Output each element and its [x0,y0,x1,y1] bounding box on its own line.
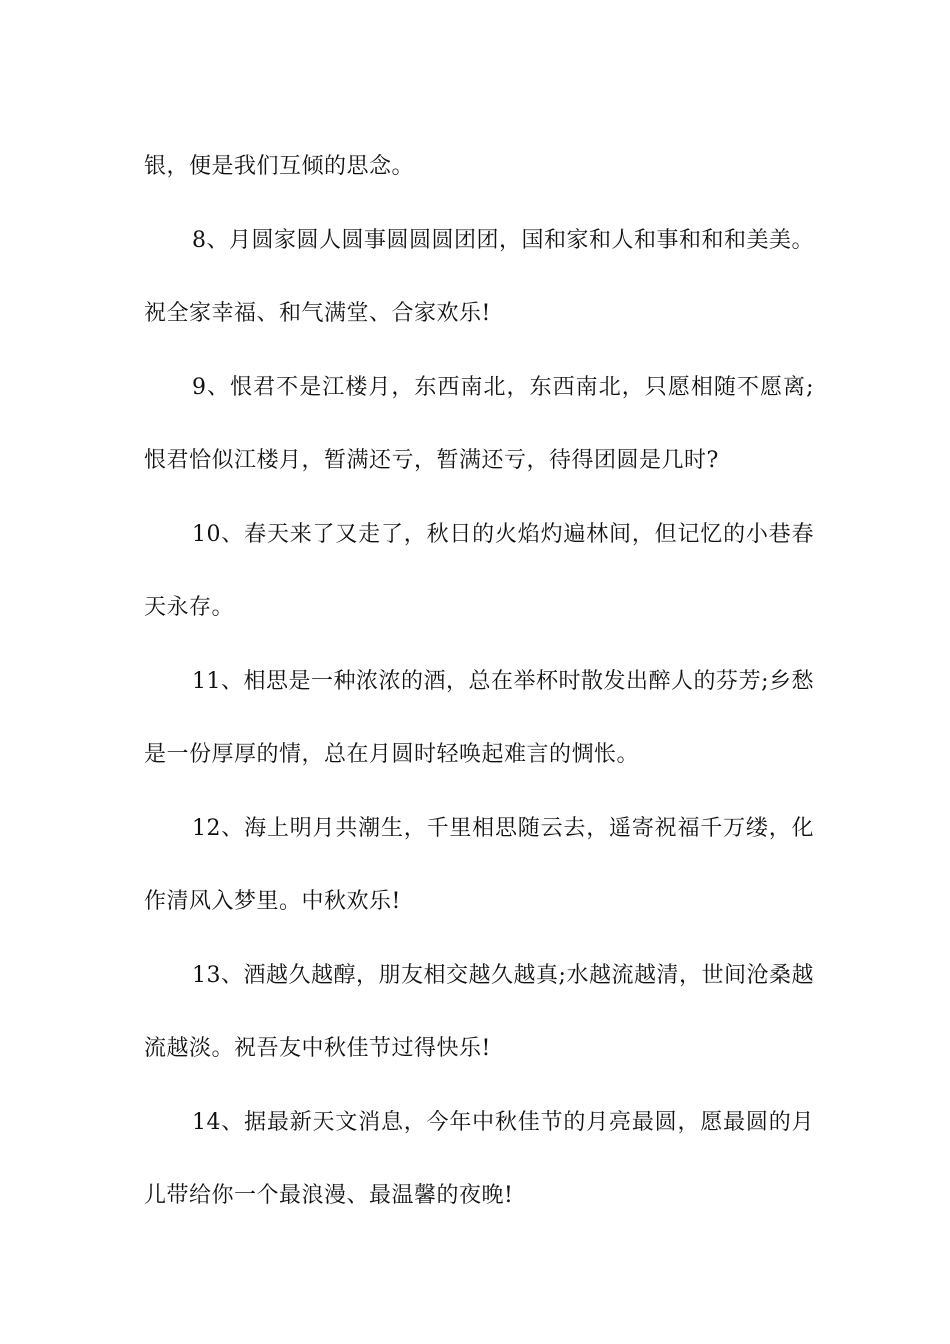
paragraph-item-12: 12、海上明月共潮生，千里相思随云去，遥寄祝福千万缕，化作清风入梦里。中秋欢乐! [144,815,814,914]
paragraph-item-10: 10、春天来了又走了，秋日的火焰灼遍林间，但记忆的小巷春天永存。 [144,521,814,620]
paragraph-item-9: 9、恨君不是江楼月，东西南北，东西南北，只愿相随不愿离;恨君恰似江楼月，暂满还亏，暂满还亏，待得团圆是几时? [144,374,814,473]
paragraph-item-14: 14、据最新天文消息，今年中秋佳节的月亮最圆，愿最圆的月儿带给你一个最浪漫、最温馨的夜晚! [144,1109,814,1208]
paragraph-item-8: 8、月圆家圆人圆事圆圆圆团团，国和家和人和事和和和美美。祝全家幸福、和气满堂、合家欢乐! [144,227,814,326]
paragraph-item-13: 13、酒越久越醇，朋友相交越久越真;水越流越清，世间沧桑越流越淡。祝吾友中秋佳节过得快乐! [144,962,814,1061]
paragraph-item-11: 11、相思是一种浓浓的酒，总在举杯时散发出醉人的芬芳;乡愁是一份厚厚的情，总在月圆时轻唤起难言的惆怅。 [144,668,814,767]
paragraph-continuation: 银，便是我们互倾的思念。 [144,154,415,179]
document-body [144,130,814,1233]
